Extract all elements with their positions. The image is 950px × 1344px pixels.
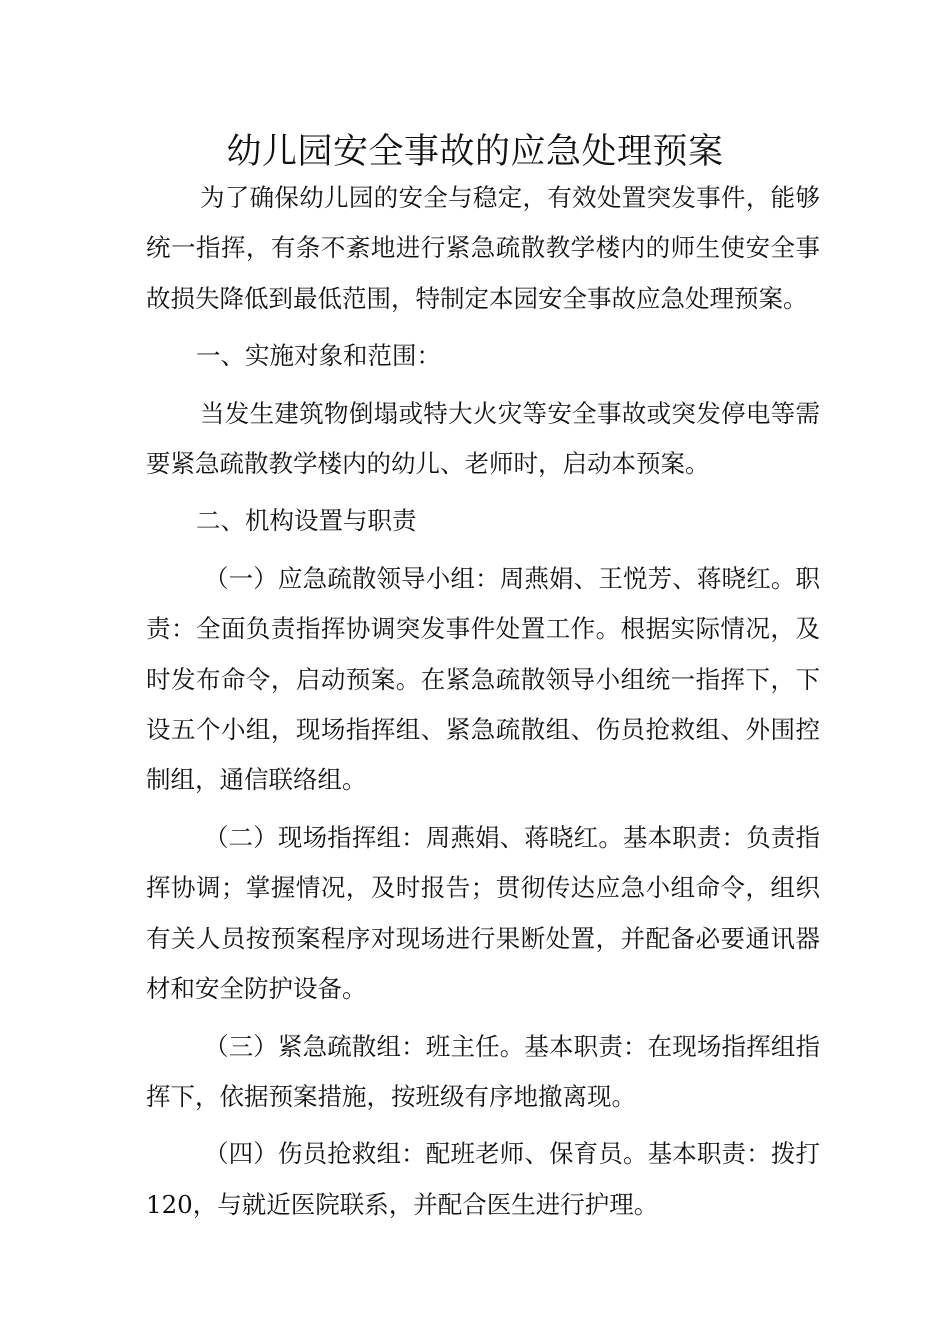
section-heading-scope: 一、实施对象和范围： (196, 341, 441, 371)
intro-paragraph: 为了确保幼儿园的安全与稳定，有效处置突发事件，能够统一指挥，有条不紊地进行紧急疏散教学楼内的师生使安全事故损失降低到最低范围，特制定本园安全事故应急处理预案。 (146, 183, 820, 313)
leadership-group-paragraph: （一）应急疏散领导小组：周燕娟、王悦芳、蒋晓红。职责：全面负责指挥协调突发事件处置工作。根据实际情况，及时发布命令，启动预案。在紧急疏散领导小组统一指挥下，下设五个小组，现场指挥组、紧急疏散组、伤员抢救组、外围控制组，通信联络组。 (146, 563, 820, 795)
scope-paragraph: 当发生建筑物倒塌或特大火灾等安全事故或突发停电等需要紧急疏散教学楼内的幼儿、老师时，启动本预案。 (146, 398, 820, 479)
evacuation-group-paragraph: （三）紧急疏散组：班主任。基本职责：在现场指挥组指挥下，依据预案措施，按班级有序地撤离现。 (146, 1031, 820, 1111)
document-title: 幼儿园安全事故的应急处理预案 (226, 132, 724, 172)
document-body (146, 173, 820, 1230)
rescue-group-paragraph: （四）伤员抢救组：配班老师、保育员。基本职责：拨打120，与就近医院联系，并配合医生进行护理。 (146, 1139, 820, 1219)
section-heading-organization: 二、机构设置与职责 (196, 506, 417, 536)
onsite-command-paragraph: （二）现场指挥组：周燕娟、蒋晓红。基本职责：负责指挥协调；掌握情况，及时报告；贯彻传达应急小组命令，组织有关人员按预案程序对现场进行果断处置，并配备必要通讯器材和安全防护设备。 (146, 822, 820, 1004)
